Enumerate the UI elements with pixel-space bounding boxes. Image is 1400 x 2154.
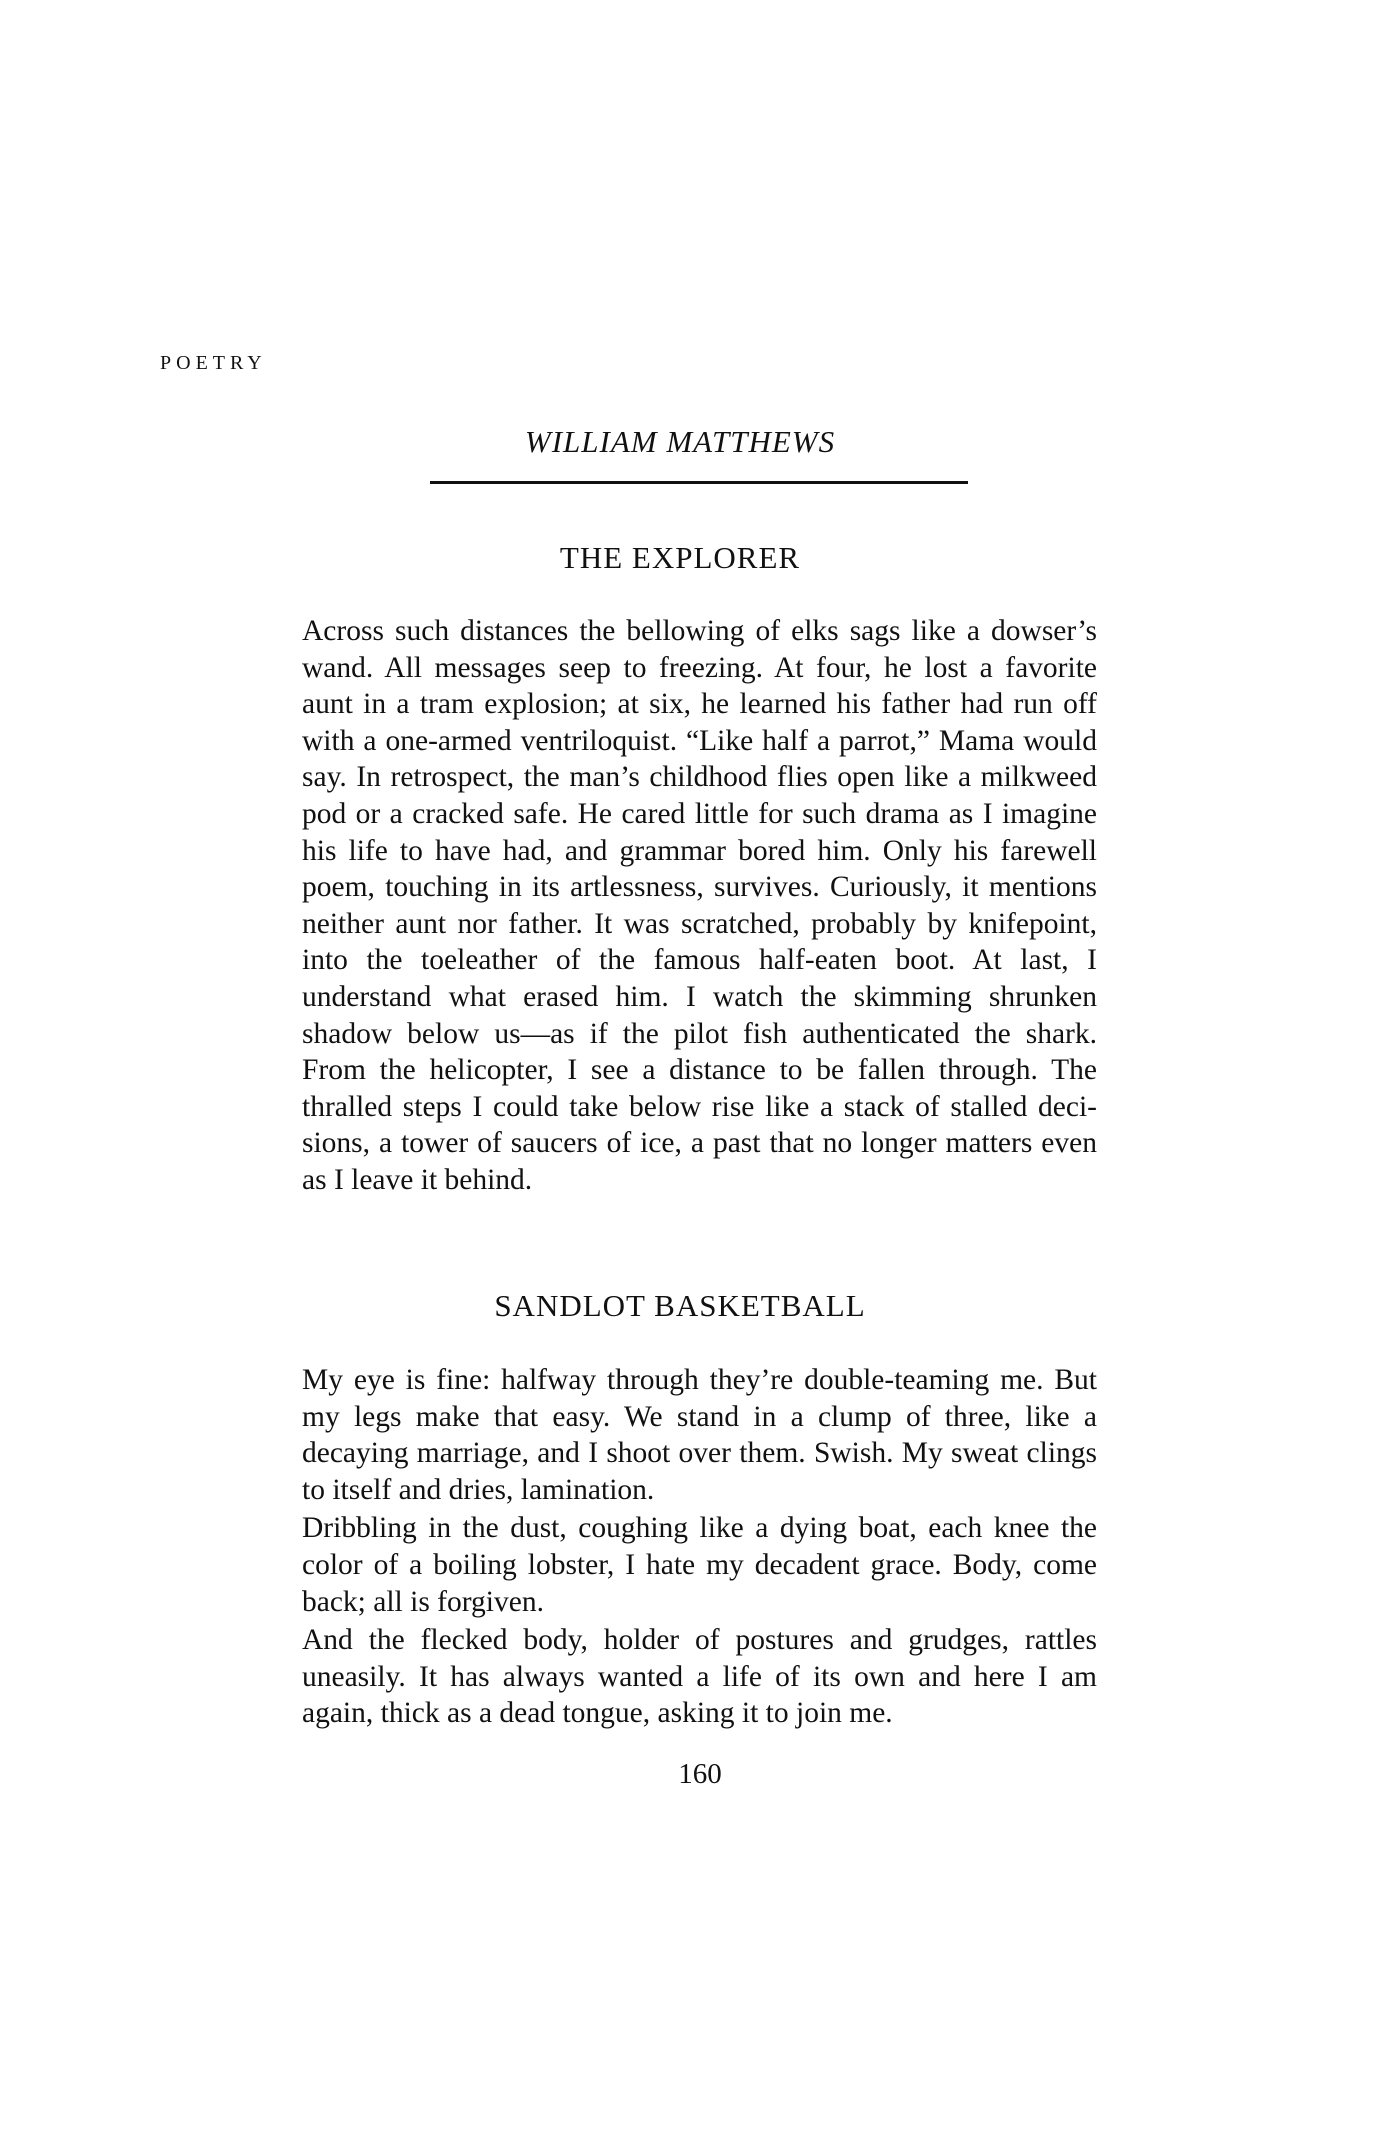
poem-title-sandlot-basketball: SANDLOT BASKETBALL <box>494 1288 866 1323</box>
section-label: POETRY <box>160 352 267 374</box>
poem-body-explorer <box>302 613 1097 1199</box>
title-rule-divider <box>430 481 968 484</box>
page-number: 160 <box>678 1758 722 1790</box>
poem-paragraph: Across such distances the bellowing of elks sags like a dowser’s wand. All messages seep to freezing. At four, he lost a favorite aunt in a tram explosion; at six, he learned his father had run off with a one-armed ventriloquist. “Like half a parrot,” Mama would say. In retrospect, the man’s childhood flies open like a milkweed pod or a cracked safe. He cared little for such drama as I imagine his life to have had, and grammar bored him. Only his farewell poem, touching in its artlessness, survives. Curiously, it mentions neither aunt nor father. It was scratched, probably by knifepoint, into the toeleather of the famous half-eaten boot. At last, I understand what erased him. I watch the skimming shrunken shadow below us—as if the pilot fish authenticated the shark. From the helicopter, I see a distance to be fallen through. The thralled steps I could take below rise like a stack of stalled decisions, a tower of saucers of ice, a past that no longer matters even as I leave it behind. <box>302 615 1097 1196</box>
poem-title-explorer: THE EXPLORER <box>559 540 801 575</box>
poem-paragraph: Dribbling in the dust, coughing like a dying boat, each knee the color of a boiling lobster, I hate my decadent grace. Body, come back; all is forgiven. <box>302 1512 1097 1618</box>
poem-paragraph: And the flecked body, holder of postures and grudges, rattles uneasily. It has always wanted a life of its own and here I am again, thick as a dead tongue, asking it to join me. <box>302 1624 1097 1730</box>
poem-body-sandlot-basketball <box>302 1362 1097 1732</box>
poem-paragraph: My eye is fine: halfway through they’re double-teaming me. But my legs make that easy. We stand in a clump of three, like a decaying marriage, and I shoot over them. Swish. My sweat clings to itself and dries, lamination. <box>302 1364 1097 1506</box>
author-name: WILLIAM MATTHEWS <box>524 424 836 459</box>
